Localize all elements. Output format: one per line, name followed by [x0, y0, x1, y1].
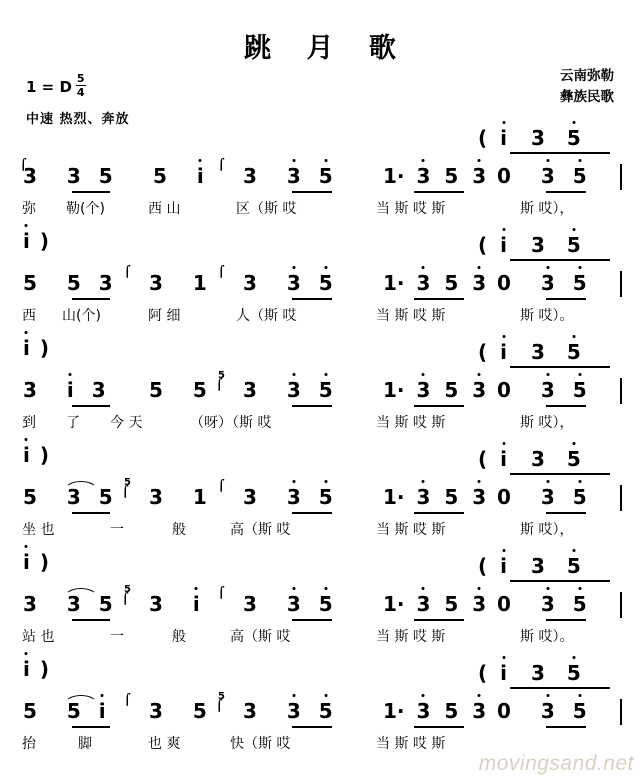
key-label: 1 = D [26, 77, 72, 96]
lyric-syllable: 一 [110, 522, 124, 538]
music-system-4 [0, 443, 640, 549]
ornament-mark: 5 [124, 584, 131, 595]
pickup-row-1 [0, 128, 640, 162]
pickup-row-5 [0, 550, 640, 590]
measure-4-4: 1· 3 5 3 [382, 487, 487, 507]
barline [620, 699, 622, 725]
measure-6-5: 0 3 5 [496, 701, 588, 721]
pickup-row-6 [0, 657, 640, 697]
measure-2-3: 3 3 5 [242, 273, 334, 293]
lyric-syllable: 脚 [78, 736, 92, 752]
lyric-syllable: 斯 哎）， [520, 201, 574, 217]
ornament-mark: ⌠ [122, 485, 129, 498]
measure-1-5: 0 3 5 [496, 166, 588, 186]
ornament-mark: 5 [124, 477, 131, 488]
lyric-syllable: 斯 哎）， [520, 415, 574, 431]
pickup-close-1: i ) [22, 231, 49, 251]
lyric-row-5 [0, 630, 640, 656]
measure-4-5: 0 3 5 [496, 487, 588, 507]
time-signature [76, 73, 86, 98]
measure-4-2: 3 1 [149, 485, 207, 509]
lyric-syllable: 当 斯 哎 斯 [376, 308, 446, 324]
ornament-mark: ⌠ [124, 265, 131, 278]
barline [620, 164, 622, 190]
music-system-6 [0, 657, 640, 763]
lyric-syllable: 抬 [22, 736, 36, 752]
lyric-syllable: 今 天 [110, 415, 143, 431]
measure-2-5: 0 3 5 [496, 273, 588, 293]
barline [620, 592, 622, 618]
measure-6-3: 3 3 5 [242, 701, 334, 721]
lyric-syllable: 山(个) [62, 308, 101, 324]
measure-1-1: 3 3 5 [23, 164, 113, 188]
measure-5-1: 3 3 5 [23, 592, 113, 616]
notes-row-3 [0, 370, 640, 416]
lyric-syllable: 当 斯 哎 斯 [376, 201, 446, 217]
notes-row-6 [0, 691, 640, 737]
measure-3-4: 1· 3 5 3 [382, 380, 487, 400]
pickup-fragment-6: ( i 3 5 [478, 663, 582, 683]
ornament-mark: ⌠ [122, 592, 129, 605]
music-system-3 [0, 336, 640, 442]
measure-3-1: 3 i 3 [22, 380, 107, 400]
measure-4-1: 5 3 5 [23, 485, 113, 509]
lyric-syllable: 站 也 [22, 629, 55, 645]
measure-5-2: 3 i [148, 594, 201, 614]
pickup-close-4: i ) [22, 552, 49, 572]
pickup-fragment-1: ( i 3 5 [478, 128, 582, 148]
credits [560, 66, 614, 108]
lyric-syllable: 斯 哎）。 [520, 308, 574, 324]
lyric-syllable: 坐 也 [22, 522, 55, 538]
pickup-fragment-3: ( i 3 5 [478, 342, 582, 362]
measure-1-4: 1· 3 5 3 [382, 166, 487, 186]
ornament-mark: ⌠ [218, 586, 225, 599]
lyric-syllable: 般 [172, 629, 186, 645]
lyric-syllable: 斯 哎）。 [520, 629, 574, 645]
measure-3-5: 0 3 5 [496, 380, 588, 400]
lyric-syllable: 弥 [22, 201, 36, 217]
pickup-fragment-4: ( i 3 5 [478, 449, 582, 469]
measure-1-3: 3 3 5 [242, 166, 334, 186]
lyric-syllable: 一 [110, 629, 124, 645]
lyric-syllable: 快（斯 哎 [230, 736, 291, 752]
lyric-syllable: 高（斯 哎 [230, 629, 291, 645]
lyric-syllable: 斯 哎）， [520, 522, 574, 538]
lyric-row-2 [0, 309, 640, 335]
ornament-mark: ⌠ [218, 479, 225, 492]
measure-6-4: 1· 3 5 3 [382, 701, 487, 721]
lyric-syllable: 区（斯 哎 [236, 201, 297, 217]
ornament-mark: ⌠ [20, 158, 27, 171]
lyric-syllable: 当 斯 哎 斯 [376, 629, 446, 645]
lyric-syllable: 人（斯 哎 [236, 308, 297, 324]
lyric-syllable: 也 爽 [148, 736, 181, 752]
ornament-mark: ⌠ [218, 265, 225, 278]
meter-numerator: 5 [76, 72, 85, 85]
pickup-close-2: i ) [22, 338, 49, 358]
lyric-syllable: 当 斯 哎 斯 [376, 736, 446, 752]
pickup-row-3 [0, 336, 640, 376]
lyric-syllable: 阿 细 [148, 308, 181, 324]
music-system-2 [0, 229, 640, 335]
meter-denominator: 4 [76, 86, 85, 99]
lyric-syllable: 高（斯 哎 [230, 522, 291, 538]
notes-row-1 [0, 158, 640, 202]
credit-line-2: 彝族民歌 [560, 89, 614, 105]
pickup-fragment-2: ( i 3 5 [478, 235, 582, 255]
pickup-row-4 [0, 443, 640, 483]
music-system-5 [0, 550, 640, 656]
pickup-row-2 [0, 229, 640, 269]
ornament-mark: 5 [218, 370, 225, 381]
measure-2-2: 3 1 [149, 271, 207, 295]
ornament-mark: ⌠ [216, 699, 223, 712]
barline [620, 485, 622, 511]
measure-2-1: 5 5 3 [23, 271, 113, 295]
measure-1-2: 5 i [152, 166, 205, 186]
tempo-marking: 中速 热烈、奔放 [26, 112, 130, 127]
pickup-close-5: i ) [22, 659, 49, 679]
measure-4-3: 3 3 5 [242, 487, 334, 507]
notes-row-2 [0, 265, 640, 309]
pickup-close-3: i ) [22, 445, 49, 465]
lyric-syllable: 般 [172, 522, 186, 538]
measure-3-3: 3 3 5 [242, 380, 334, 400]
measure-5-4: 1· 3 5 3 [382, 594, 487, 614]
key-signature [26, 74, 86, 99]
ornament-mark: ⌠ [216, 378, 223, 391]
notes-row-4 [0, 477, 640, 523]
barline [620, 271, 622, 297]
measure-6-1: 5 5 i [22, 701, 107, 721]
measure-5-3: 3 3 5 [242, 594, 334, 614]
lyric-syllable: 当 斯 哎 斯 [376, 415, 446, 431]
credit-line-1: 云南弥勒 [560, 68, 614, 84]
lyric-row-3 [0, 416, 640, 442]
lyric-syllable: 当 斯 哎 斯 [376, 522, 446, 538]
lyric-syllable: （呀）（斯 哎 [190, 415, 272, 431]
notes-row-5 [0, 584, 640, 630]
ornament-mark: ⌠ [124, 693, 131, 706]
measure-2-4: 1· 3 5 3 [382, 273, 487, 293]
measure-3-2: 5 5 [149, 378, 207, 402]
barline [620, 378, 622, 404]
lyric-syllable: 西 山 [148, 201, 181, 217]
measure-6-2: 3 5 [149, 699, 207, 723]
pickup-fragment-5: ( i 3 5 [478, 556, 582, 576]
lyric-syllable: 西 [22, 308, 36, 324]
page-title: 跳 月 歌 [244, 33, 409, 64]
lyric-row-4 [0, 523, 640, 549]
lyric-syllable: 到 [22, 415, 36, 431]
music-system-1 [0, 128, 640, 228]
lyric-syllable: 勒(个) [66, 201, 105, 217]
ornament-mark: ⌠ [218, 158, 225, 171]
lyric-row-1 [0, 202, 640, 228]
ornament-mark: 5 [218, 691, 225, 702]
measure-5-5: 0 3 5 [496, 594, 588, 614]
lyric-syllable: 了 [66, 415, 80, 431]
watermark: movingsand.net [478, 752, 634, 775]
